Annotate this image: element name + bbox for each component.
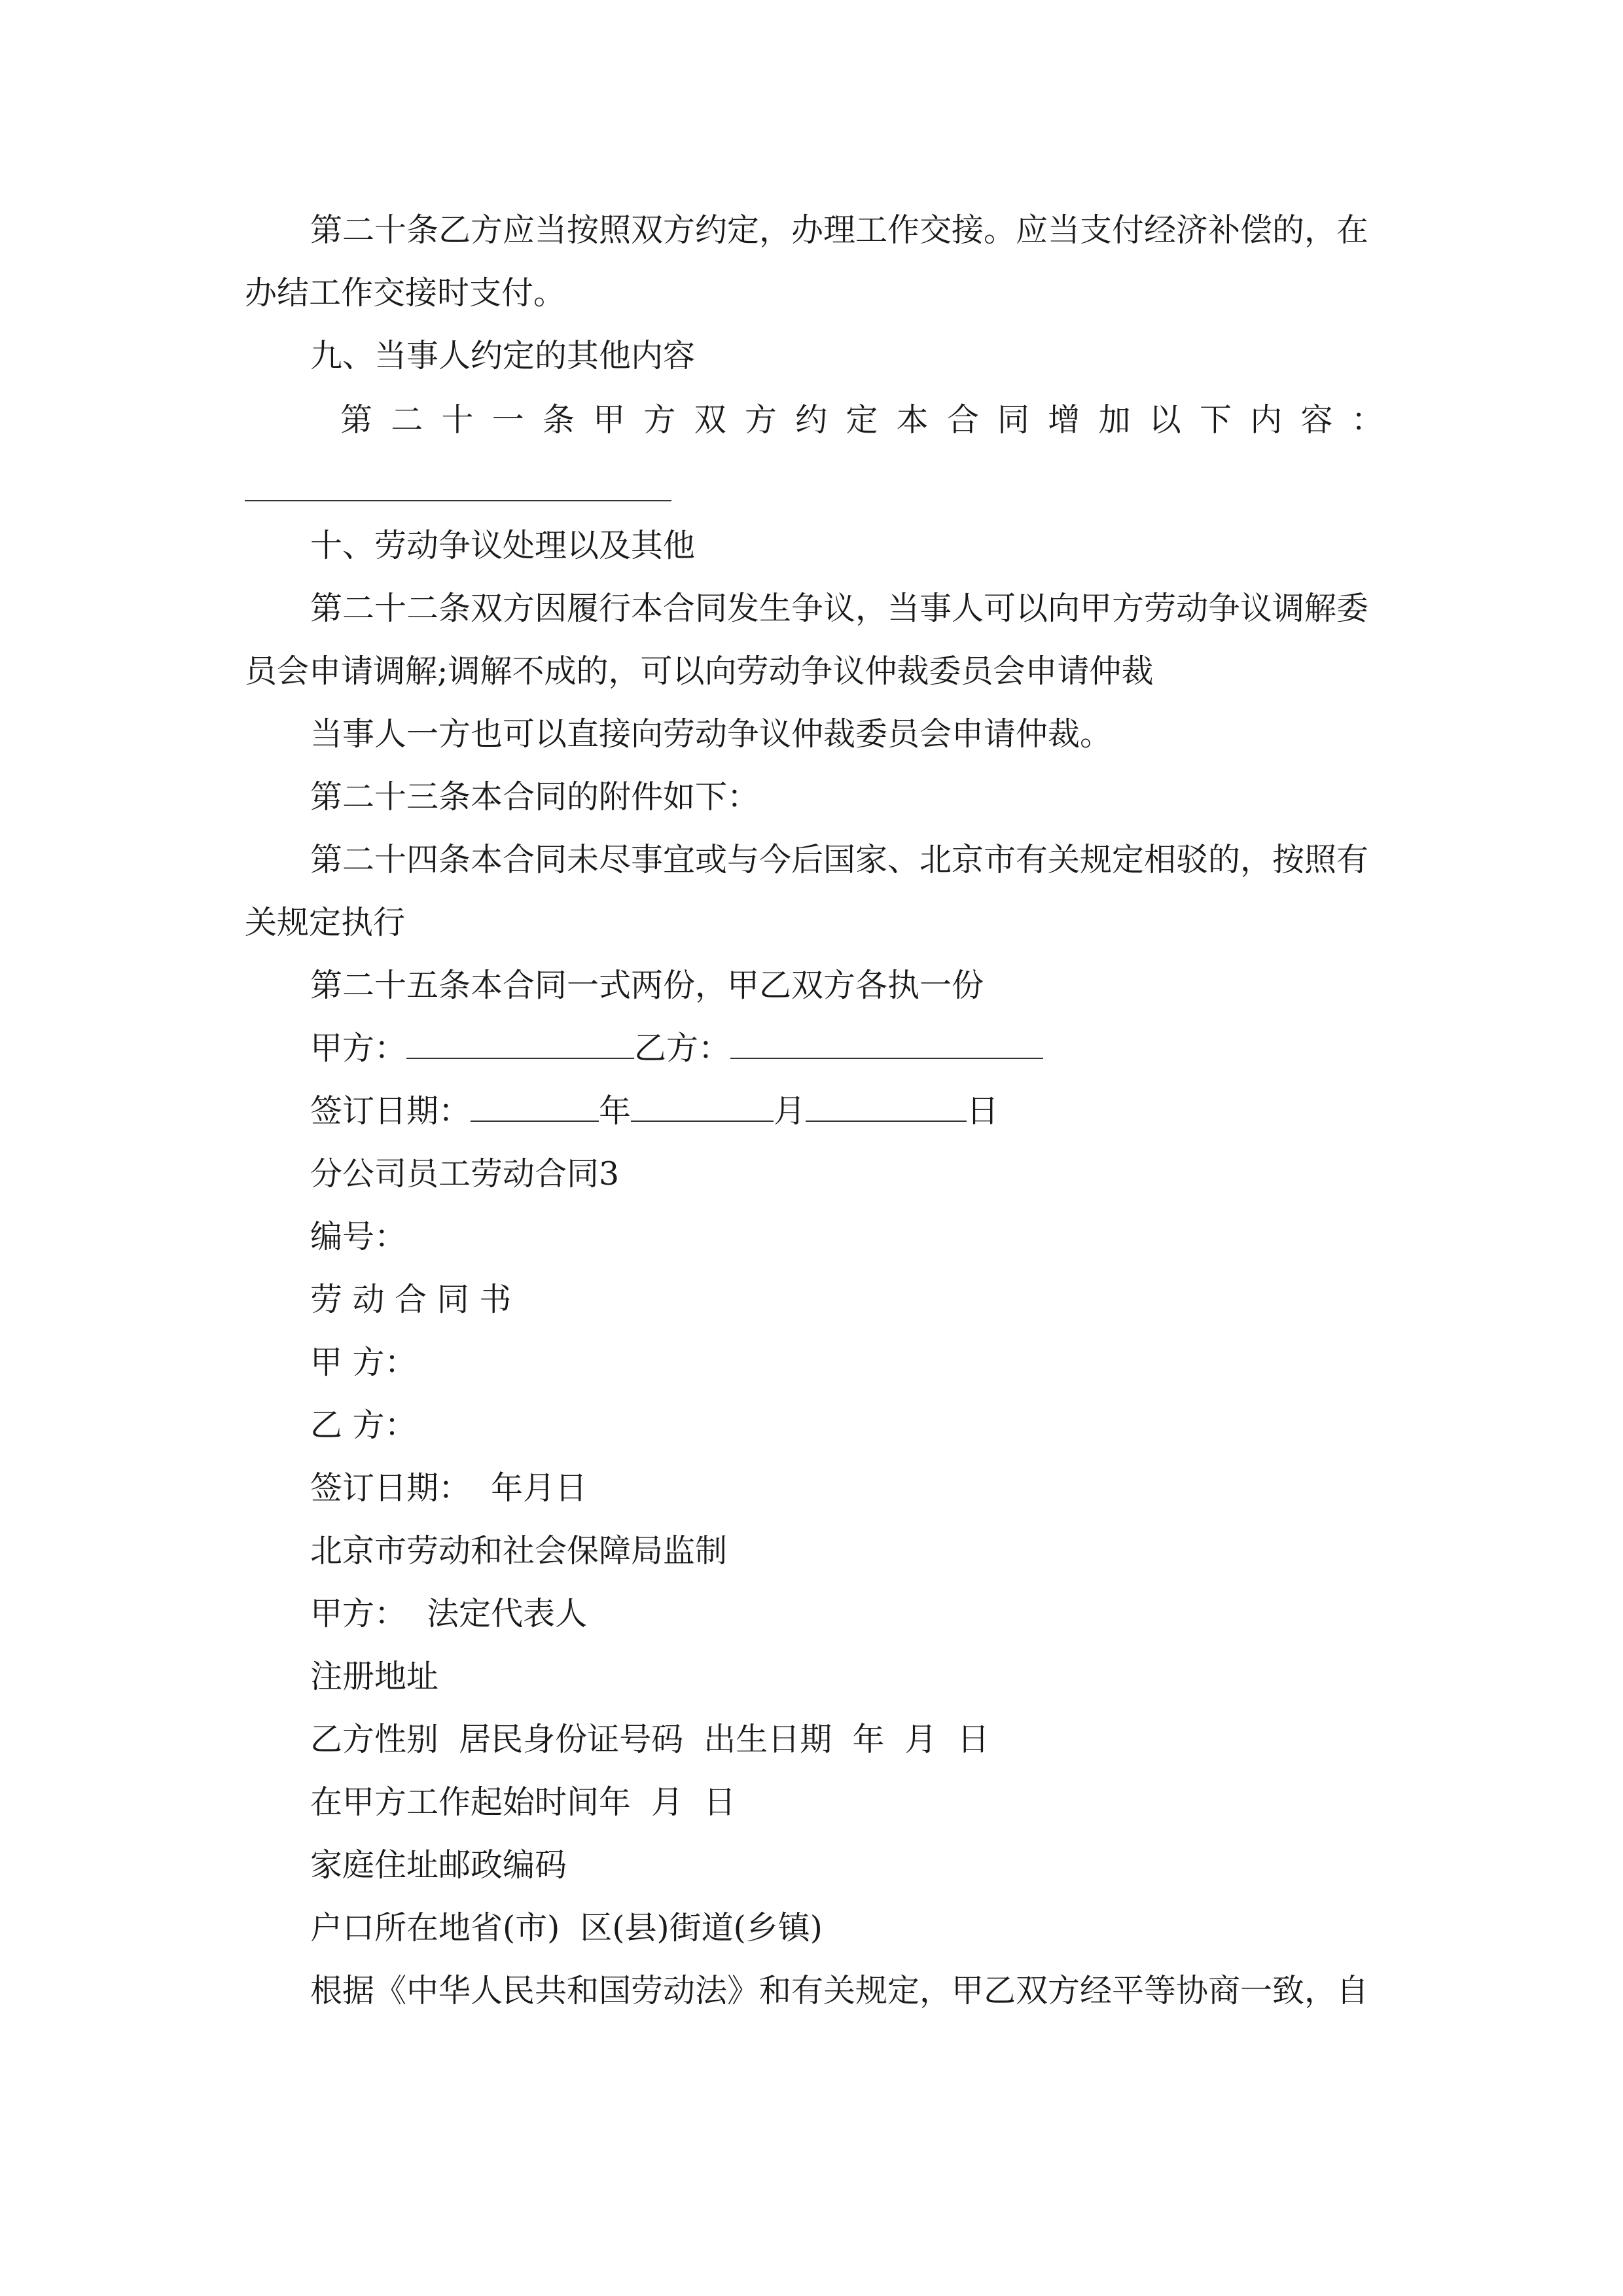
party-a-representative: 甲方： 法定代表人 xyxy=(310,1595,588,1632)
article-21-char: 方 xyxy=(643,401,676,439)
party-b-personal-info: 乙方性别 居民身份证号码 出生日期 年 月 日 xyxy=(310,1721,990,1758)
preamble-line: 根据《中华人民共和国劳动法》和有关规定，甲乙双方经平等协商一致，自 xyxy=(310,1972,1369,2009)
article-21-char: 一 xyxy=(491,401,524,439)
party-b-label: 乙方： xyxy=(634,1030,731,1067)
year-label: 年 xyxy=(599,1092,632,1130)
article-21-char: 十 xyxy=(441,401,474,439)
year-blank xyxy=(471,1092,599,1122)
article-21-char: 增 xyxy=(1048,401,1080,439)
article-21-char: 同 xyxy=(997,401,1030,439)
party-a-label: 甲方： xyxy=(310,1030,407,1067)
article-22-line-2: 员会申请调解;调解不成的，可以向劳动争议仲裁委员会申请仲裁 xyxy=(245,653,1154,690)
section-9-heading: 九、当事人约定的其他内容 xyxy=(310,337,696,374)
article-22-line-3: 当事人一方也可以直接向劳动争议仲裁委员会申请仲裁。 xyxy=(310,715,1113,753)
article-21-char: 方 xyxy=(744,401,777,439)
party-b-blank xyxy=(730,1029,1043,1059)
article-25: 第二十五条本合同一式两份，甲乙双方各执一份 xyxy=(310,967,984,1004)
article-21-fill-line xyxy=(245,500,671,501)
month-label: 月 xyxy=(774,1092,806,1130)
section-10-heading: 十、劳动争议处理以及其他 xyxy=(310,527,696,564)
registered-address: 注册地址 xyxy=(310,1658,439,1695)
article-21-char: 甲 xyxy=(593,401,626,439)
article-21-spaced-line xyxy=(340,401,1383,440)
article-21-char: 合 xyxy=(946,401,979,439)
article-21-char: 加 xyxy=(1098,401,1131,439)
contract-title-line: 分公司员工劳动合同3 xyxy=(310,1155,620,1193)
article-21-char: 第 xyxy=(340,401,373,439)
article-21-char: 定 xyxy=(846,401,878,439)
article-21-char: 本 xyxy=(896,401,929,439)
article-22-line-1: 第二十二条双方因履行本合同发生争议，当事人可以向甲方劳动争议调解委 xyxy=(310,590,1369,627)
article-21-char: 以 xyxy=(1149,401,1181,439)
month-blank xyxy=(631,1092,774,1122)
party-a-field: 甲 方： xyxy=(310,1344,417,1381)
signing-date-line xyxy=(310,1092,1383,1131)
article-24-line-1: 第二十四条本合同未尽事宜或与今后国家、北京市有关规定相驳的，按照有 xyxy=(310,841,1369,878)
day-blank xyxy=(806,1092,967,1122)
article-23: 第二十三条本合同的附件如下： xyxy=(310,778,760,816)
article-20-line-2: 办结工作交接时支付。 xyxy=(245,274,566,312)
signing-date-label: 签订日期： xyxy=(310,1092,471,1130)
signing-date-field: 签订日期： 年月日 xyxy=(310,1469,588,1507)
household-registration: 户口所在地省(市) 区(县)街道(乡镇) xyxy=(310,1909,823,1946)
day-label: 日 xyxy=(967,1092,999,1130)
party-a-blank xyxy=(406,1029,634,1059)
contract-book-title: 劳 动 合 同 书 xyxy=(310,1281,512,1318)
article-21-char: 二 xyxy=(391,401,423,439)
serial-number-label: 编号： xyxy=(310,1218,407,1255)
article-21-char: 条 xyxy=(542,401,575,439)
article-21-char: 内 xyxy=(1250,401,1283,439)
employment-start-date: 在甲方工作起始时间年 月 日 xyxy=(310,1784,736,1821)
article-21-char: 容 xyxy=(1300,401,1333,439)
article-21-char: ： xyxy=(1351,401,1383,439)
supervisor-line: 北京市劳动和社会保障局监制 xyxy=(310,1532,728,1570)
party-b-field: 乙 方： xyxy=(310,1407,417,1444)
article-21-char: 双 xyxy=(694,401,726,439)
signature-parties-line xyxy=(310,1029,1383,1068)
home-address-postcode: 家庭住址邮政编码 xyxy=(310,1846,567,1884)
article-21-char: 约 xyxy=(795,401,828,439)
article-24-line-2: 关规定执行 xyxy=(245,904,406,941)
article-20-line-1: 第二十条乙方应当按照双方约定，办理工作交接。应当支付经济补偿的，在 xyxy=(310,211,1369,249)
article-21-char: 下 xyxy=(1199,401,1232,439)
